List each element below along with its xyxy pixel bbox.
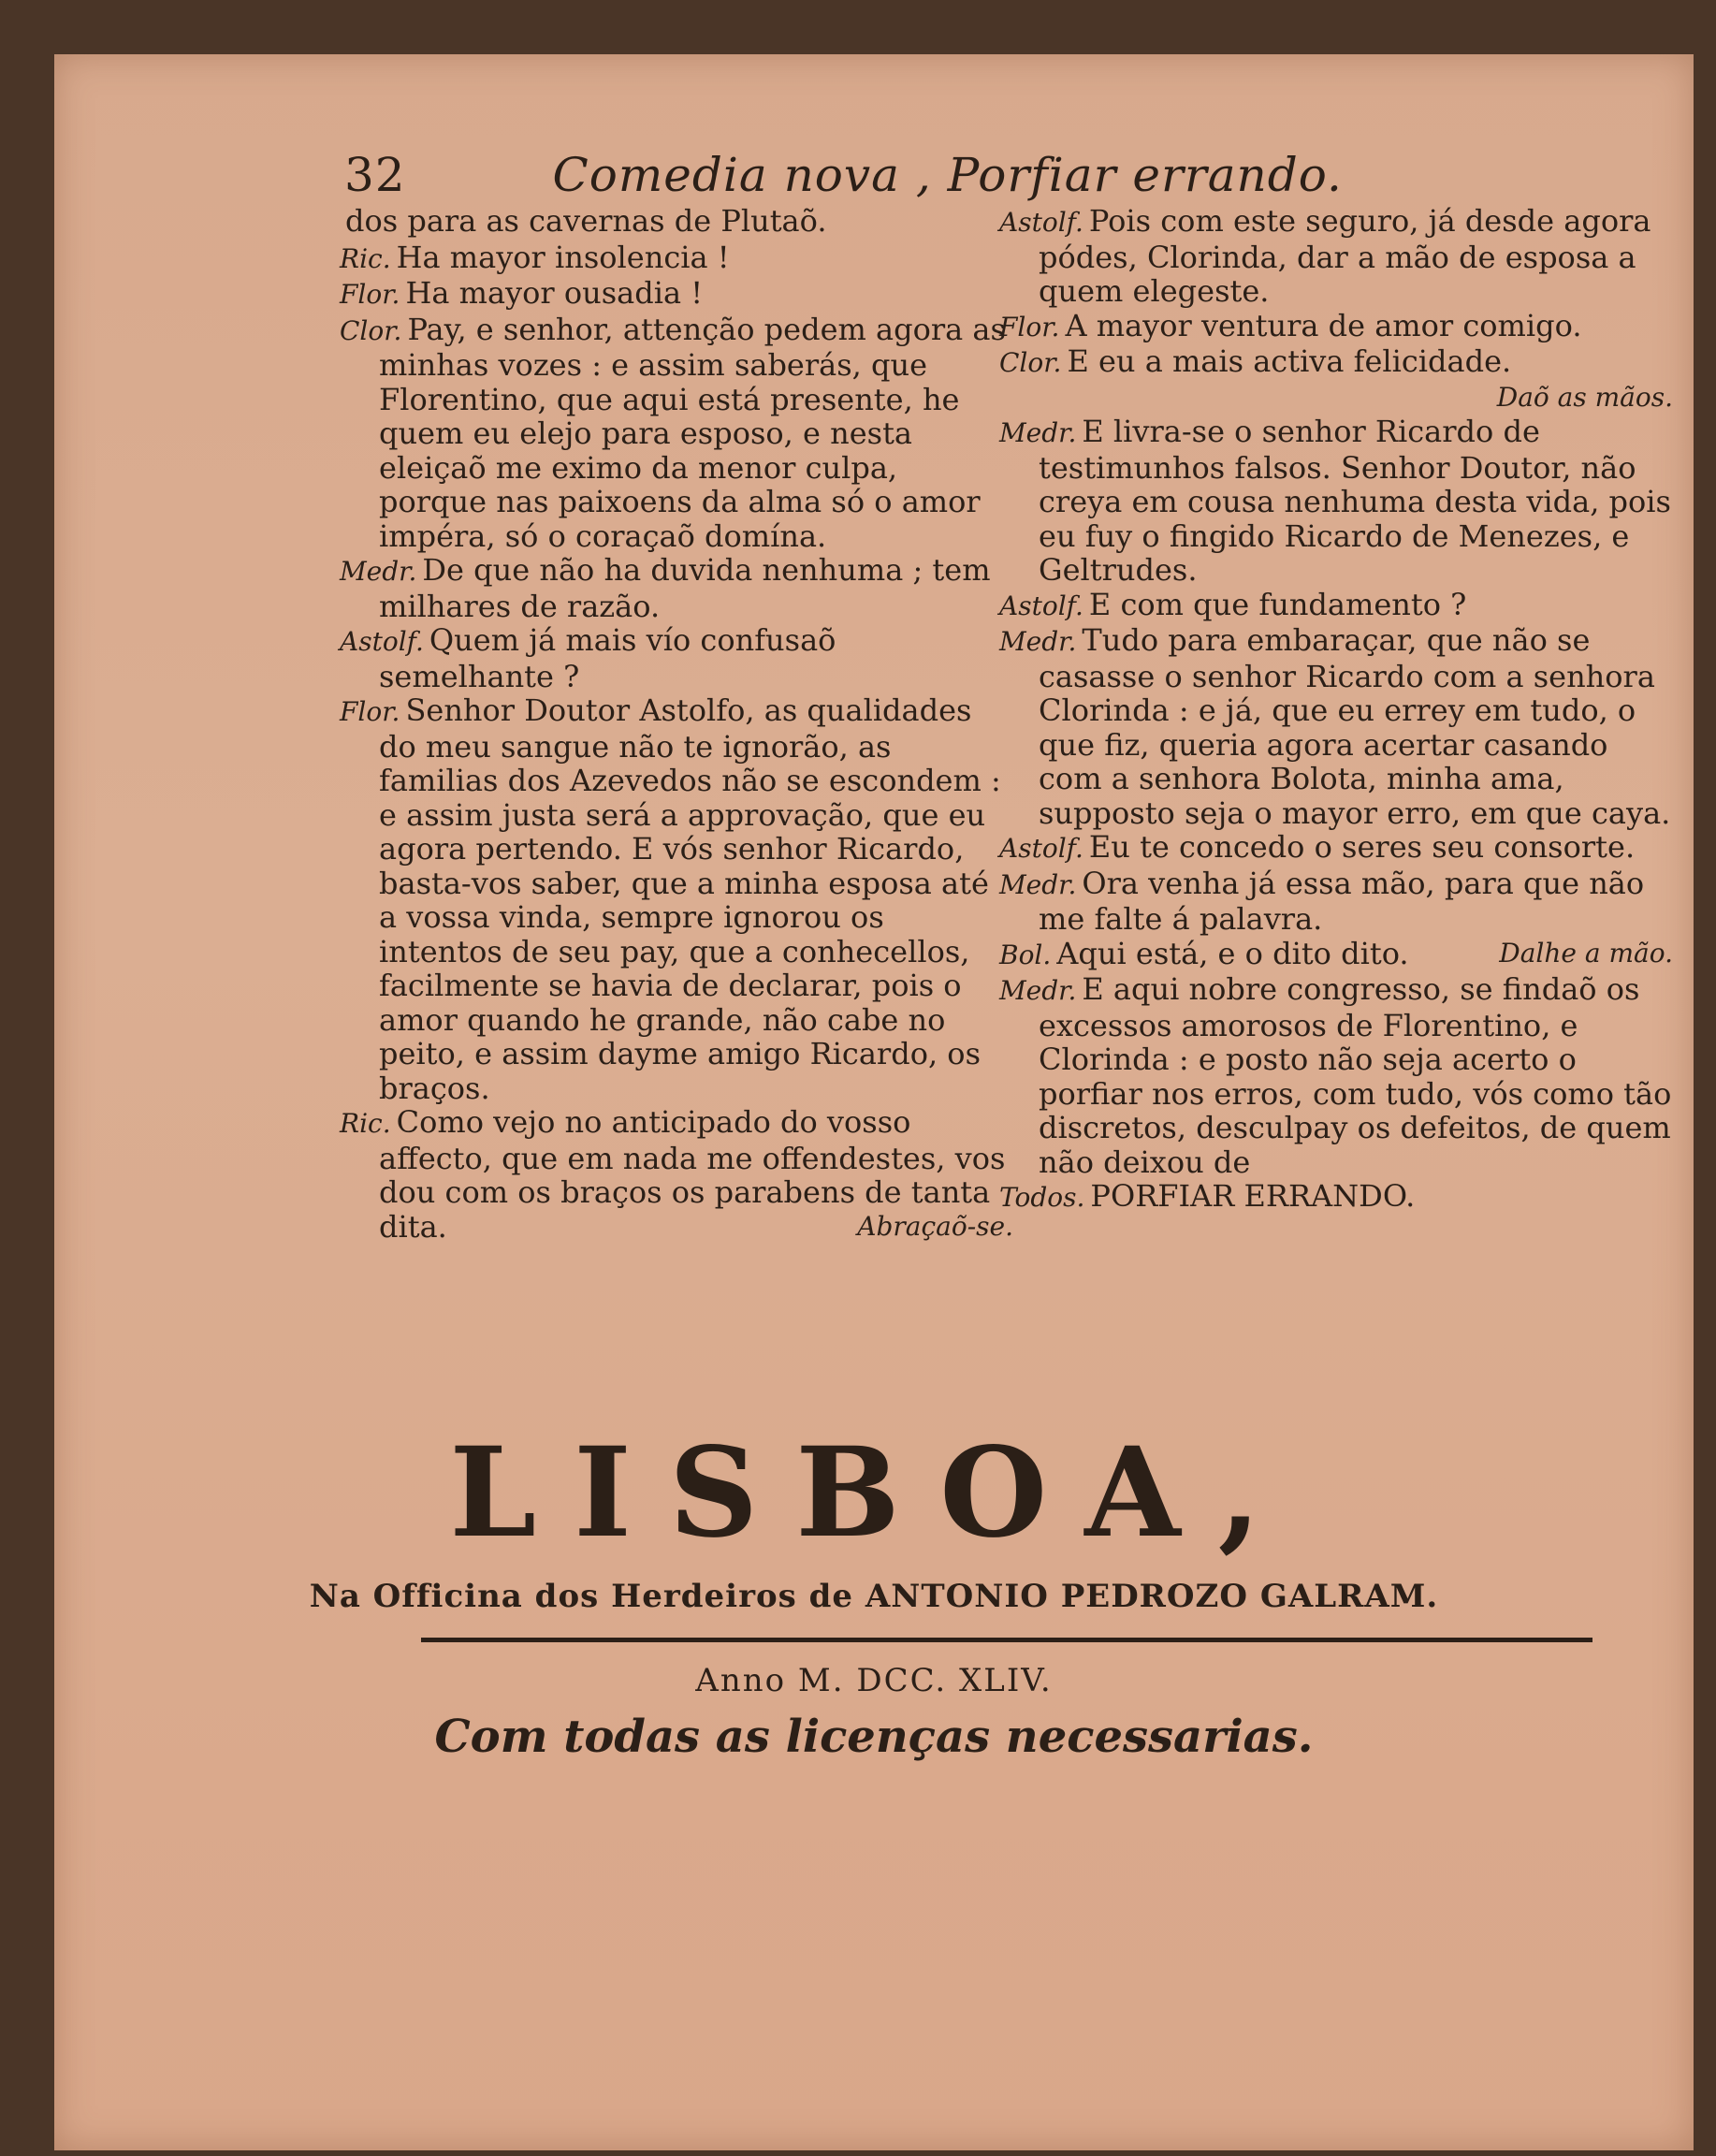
speech-line: Medr. E livra-se o senhor Ricardo de testimunhos falsos. Senhor Doutor, não creya em cousa nenhuma desta vida, pois eu fuy o fingido Ricardo de Menezes, e Geltrudes. <box>999 414 1671 588</box>
speech-line: Ric. Ha mayor insolencia ! <box>340 239 730 275</box>
speech-line: Astolf. Pois com este seguro, já desde agora pódes, Clorinda, dar a mão de esposa a quem elegeste. <box>999 203 1651 309</box>
book-page <box>54 54 1694 2150</box>
right-column <box>999 204 1673 1216</box>
speech-line: Medr. Ora venha já essa mão, para que não me falte á palavra. <box>999 865 1645 937</box>
imprint-year: Anno M. DCC. XLIV. <box>695 1662 1053 1699</box>
page-title: Comedia nova , Porfiar errando. <box>552 148 1343 202</box>
imprint-licence: Com todas as licenças necessarias. <box>434 1711 1314 1763</box>
speech-line: Flor. Senhor Doutor Astolfo, as qualidades do meu sangue não te ignorão, as familias dos Azevedos não se escondem : e assim justa será a approvação, que eu agora pertendo. E vós senhor Ricardo, basta-vos saber, que a minha esposa até a vossa vinda, sempre ignorou os intentos de seu pay, que a conhecellos, facilmente se havia de declarar, pois o amor quando he grande, não cabe no peito, e assim dayme amigo Ricardo, os braços. <box>340 692 1001 1106</box>
left-column <box>340 204 1013 1244</box>
speech-line: Ric. Como vejo no anticipado do vosso affecto, que em nada me offendestes, vos dou com os braços os parabens de tanta dita. Abraçaõ-se. <box>340 1104 1013 1245</box>
speech-line: Flor. A mayor ventura de amor comigo. <box>999 307 1582 343</box>
speech-line: Medr. Tudo para embaraçar, que não se casasse o senhor Ricardo com a senhora Clorinda : e já, que eu errey em tudo, o que fiz, queria agora acertar casando com a senhora Bolota, minha ama, supposto seja o mayor erro, em que caya. <box>999 622 1671 831</box>
stage-direction: Dalhe a mão. <box>1499 937 1673 969</box>
speech-line: Clor. E eu a mais activa felicidade. <box>999 343 1512 379</box>
stage-direction: Abraçaõ-se. <box>857 1210 1013 1242</box>
speech-line: Bol. Aqui está, e o dito dito. Dalhe a mão. <box>999 935 1673 971</box>
speech-line: Astolf. E com que fundamento ? <box>999 586 1467 622</box>
speech-line: Clor. Pay, e senhor, attenção pedem agora as minhas vozes : e assim saberás, que Florentino, que aqui está presente, he quem eu elejo para esposo, e nesta eleiçaõ me eximo da menor culpa, porque nas paixoens da alma só o amor impéra, só o coraçaõ domína. <box>340 311 1006 554</box>
imprint-city: LISBOA, <box>449 1420 1299 1566</box>
stage-direction: Daõ as mãos. <box>1496 381 1673 413</box>
speech-line: Todos. PORFIAR ERRANDO. <box>999 1178 1416 1214</box>
speech-line: Astolf. Eu te concedo o seres seu consorte. <box>999 829 1636 865</box>
running-head <box>344 148 1467 202</box>
imprint-printer: Na Officina dos Herdeiros de ANTONIO PEDROZO GALRAM. <box>309 1578 1439 1615</box>
speech-line: Medr. E aqui nobre congresso, se findaõ os excessos amorosos de Florentino, e Clorinda : e posto não seja acerto o porfiar nos erros, com tudo, vós como tão discretos, desculpay os defeitos, de quem não deixou de <box>999 971 1672 1180</box>
speech-line: dos para as cavernas de Plutaõ. <box>345 203 827 239</box>
page-number: 32 <box>344 148 406 202</box>
speech-line: Flor. Ha mayor ousadia ! <box>340 275 704 311</box>
imprint-rule <box>421 1638 1592 1642</box>
speech-line: Medr. De que não ha duvida nenhuma ; tem milhares de razão. <box>340 552 991 624</box>
speech-line: Astolf. Quem já mais vío confusaõ semelhante ? <box>340 622 836 694</box>
